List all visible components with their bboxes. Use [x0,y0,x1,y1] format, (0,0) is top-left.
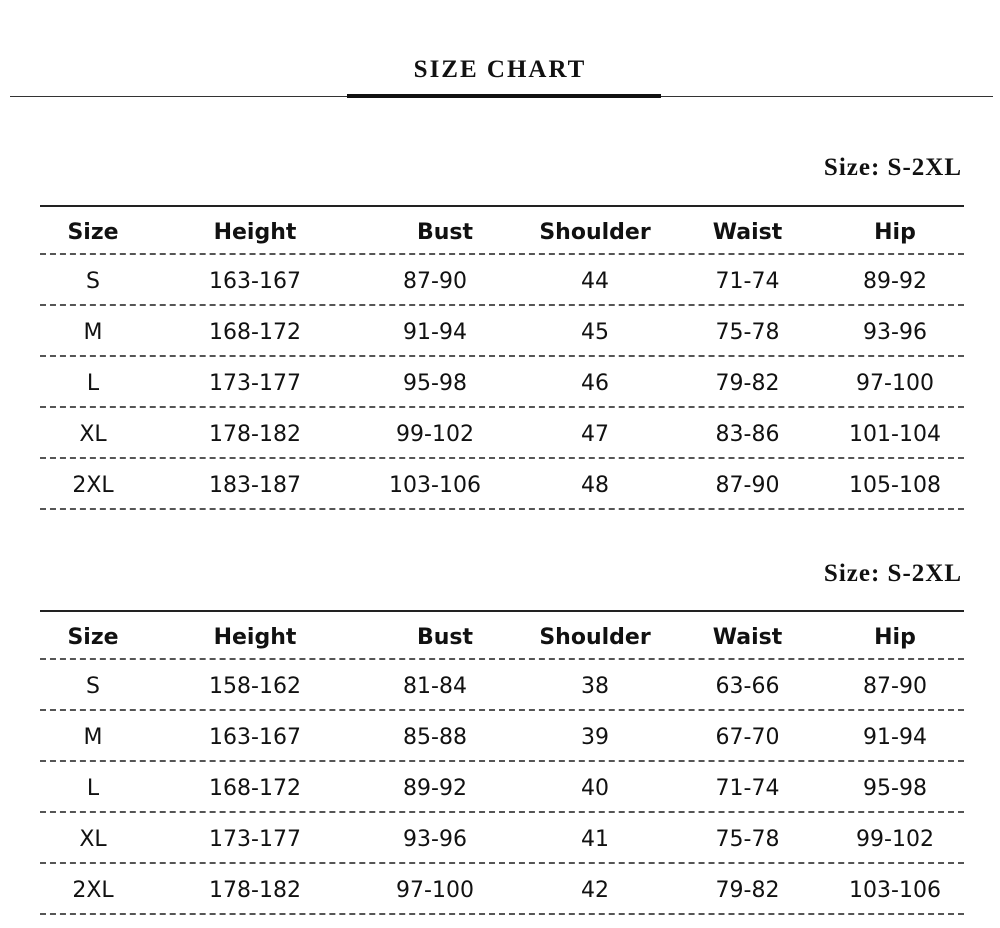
cell-bust: 89-92 [403,776,467,801]
cell-waist: 71-74 [715,269,780,294]
cell-height: 158-162 [209,674,301,699]
cell-size: XL [79,422,107,447]
table-row [40,357,964,408]
header-waist: Waist [712,624,783,650]
cell-hip: 91-94 [863,725,927,750]
cell-hip: 105-108 [849,473,941,498]
size-table-2 [40,610,964,915]
cell-size: L [86,776,100,801]
cell-bust: 99-102 [396,422,474,447]
table-row [40,711,964,762]
header-shoulder: Shoulder [539,624,651,650]
cell-waist: 63-66 [715,674,780,699]
cell-waist: 87-90 [715,473,780,498]
table-row [40,813,964,864]
table-header-row [40,612,964,660]
header-bust: Bust [416,219,474,245]
cell-hip: 99-102 [856,827,934,852]
cell-hip: 101-104 [849,422,941,447]
cell-size: M [83,725,103,750]
cell-waist: 75-78 [715,320,780,345]
cell-bust: 87-90 [403,269,467,294]
cell-size: S [86,269,100,294]
table-row [40,306,964,357]
cell-size: L [86,371,100,396]
page-title: SIZE CHART [413,56,587,83]
cell-shoulder: 44 [581,269,609,294]
cell-shoulder: 46 [581,371,609,396]
cell-hip: 89-92 [863,269,927,294]
cell-shoulder: 40 [581,776,609,801]
cell-size: XL [79,827,107,852]
title-underline [347,94,661,98]
cell-size: M [83,320,103,345]
cell-hip: 97-100 [856,371,934,396]
size-range-label: Size: S-2XL [823,154,962,181]
header-hip: Hip [874,219,916,245]
cell-height: 163-167 [209,725,301,750]
cell-height: 168-172 [209,776,301,801]
cell-hip: 103-106 [849,878,941,903]
cell-waist: 83-86 [715,422,780,447]
table-row [40,408,964,459]
cell-hip: 87-90 [863,674,927,699]
cell-hip: 95-98 [863,776,927,801]
size-table-1 [40,205,964,510]
table-row [40,459,964,510]
table-row [40,255,964,306]
cell-height: 173-177 [209,827,301,852]
cell-shoulder: 47 [581,422,609,447]
cell-size: S [86,674,100,699]
header-bust: Bust [416,624,474,650]
cell-waist: 75-78 [715,827,780,852]
cell-shoulder: 42 [581,878,609,903]
cell-bust: 93-96 [403,827,467,852]
cell-height: 173-177 [209,371,301,396]
cell-waist: 71-74 [715,776,780,801]
header-waist: Waist [712,219,783,245]
cell-bust: 91-94 [403,320,467,345]
header-size: Size [67,624,119,650]
table-row [40,660,964,711]
cell-shoulder: 48 [581,473,609,498]
cell-size: 2XL [72,473,114,498]
cell-height: 168-172 [209,320,301,345]
cell-shoulder: 45 [581,320,609,345]
cell-waist: 79-82 [715,878,780,903]
table-header-row [40,207,964,255]
cell-size: 2XL [72,878,114,903]
cell-shoulder: 39 [581,725,609,750]
header-shoulder: Shoulder [539,219,651,245]
cell-bust: 95-98 [403,371,467,396]
cell-bust: 85-88 [403,725,467,750]
cell-height: 183-187 [209,473,301,498]
cell-shoulder: 38 [581,674,609,699]
cell-height: 163-167 [209,269,301,294]
cell-waist: 67-70 [715,725,780,750]
cell-hip: 93-96 [863,320,927,345]
cell-waist: 79-82 [715,371,780,396]
table-row [40,864,964,915]
header-hip: Hip [874,624,916,650]
cell-bust: 81-84 [403,674,467,699]
cell-shoulder: 41 [581,827,609,852]
header-height: Height [213,624,297,650]
size-range-label: Size: S-2XL [823,560,962,587]
cell-bust: 97-100 [396,878,474,903]
cell-height: 178-182 [209,422,301,447]
header-size: Size [67,219,119,245]
cell-bust: 103-106 [389,473,481,498]
cell-height: 178-182 [209,878,301,903]
header-height: Height [213,219,297,245]
table-row [40,762,964,813]
